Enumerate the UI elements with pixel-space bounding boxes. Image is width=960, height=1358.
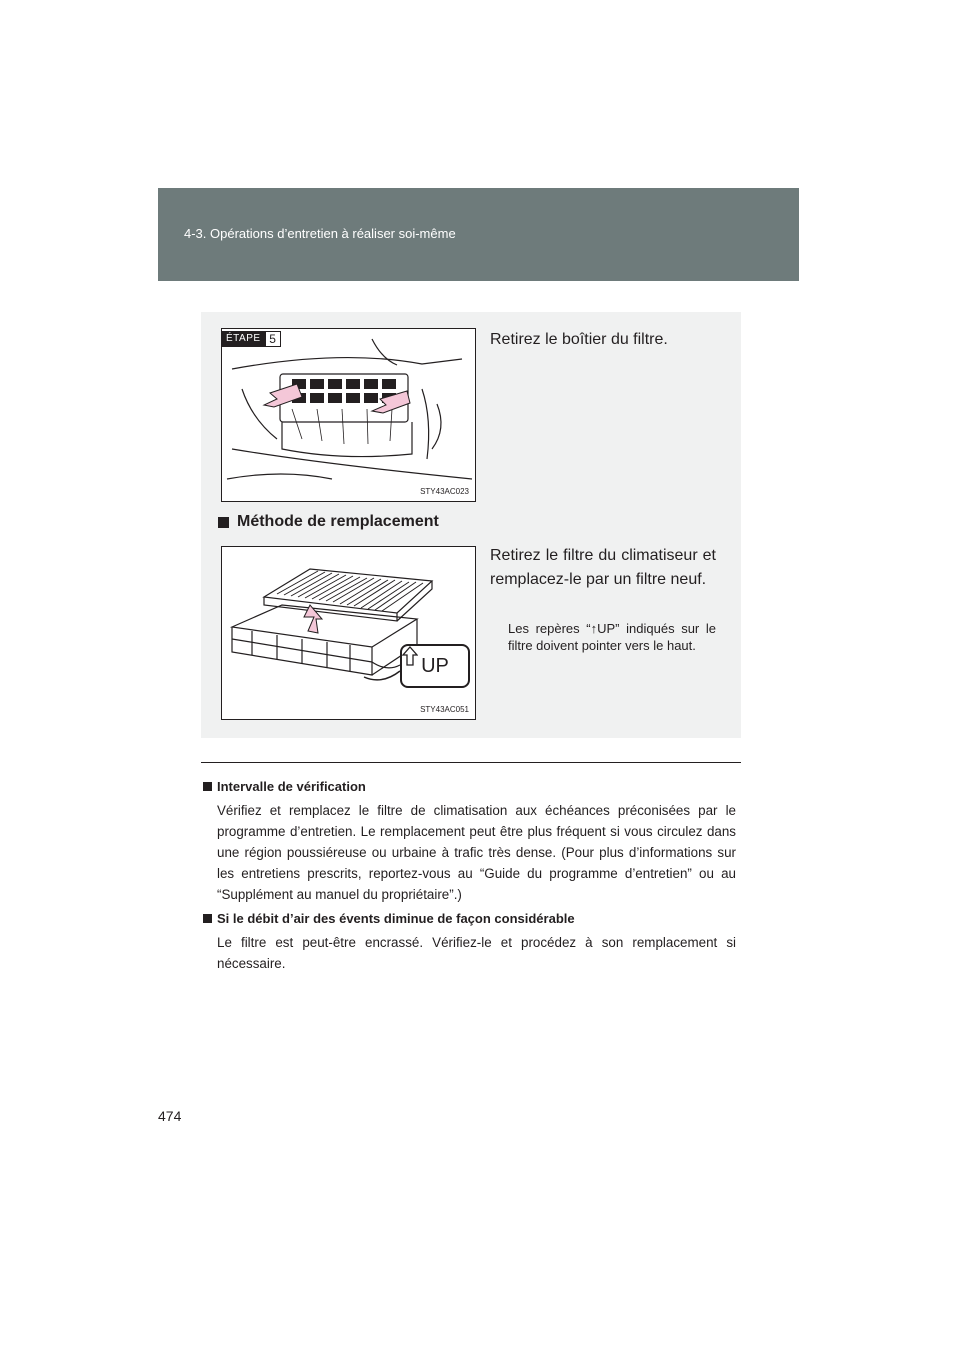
arrow-up-icon [402, 646, 418, 666]
note-heading-airflow [203, 911, 736, 926]
up-orientation-note: Les repères “↑UP” indiqués sur le filtre doivent pointer vers le haut. [508, 621, 716, 653]
page-number: 474 [158, 1108, 182, 1124]
up-marking-text: UP [421, 654, 449, 677]
figure-code: STY43AC023 [420, 487, 469, 496]
notes-section [203, 779, 736, 980]
section-title: Méthode de remplacement [237, 513, 439, 530]
divider [201, 762, 741, 763]
step-number: 5 [265, 331, 281, 347]
figure-new-filter [221, 546, 476, 720]
up-marking-callout [400, 644, 470, 688]
replace-instruction: Retirez le filtre du climatiseur et remplacez-le par un filtre neuf. [490, 547, 716, 588]
procedure-panel [201, 312, 741, 738]
note-body-inspection: Vérifiez et remplacez le filtre de climatisation aux échéances préconisées par le programme d’entretien. Le remplacement peut être plus fréquent si vous circulez dans une région poussiéreuse ou urbaine à trafic très dense. (Pour plus d’informations sur les entretiens prescrits, reportez-vous au “Guide du programme d’entretien” ou au “Supplément au manuel du propriétaire”.) [217, 803, 736, 902]
section-heading [218, 513, 439, 531]
figure-filter-case [221, 328, 476, 502]
step-label: ÉTAPE [222, 331, 265, 347]
new-filter-illustration [222, 547, 475, 719]
note-heading-inspection [203, 779, 736, 794]
figure-code: STY43AC051 [420, 705, 469, 714]
chapter-title: 4-3. Opérations d’entretien à réaliser soi-même [184, 226, 456, 241]
step5-instruction: Retirez le boîtier du filtre. [490, 331, 668, 348]
chapter-header [158, 188, 799, 281]
note-title: Si le débit d’air des évents diminue de façon considérable [217, 911, 575, 926]
step-badge [222, 331, 281, 347]
note-body-airflow: Le filtre est peut-être encrassé. Vérifiez-le et procédez à son remplacement si nécessaire. [217, 935, 736, 971]
note-title: Intervalle de vérification [217, 779, 366, 794]
square-bullet-icon [203, 782, 212, 791]
square-bullet-icon [218, 517, 229, 528]
square-bullet-icon [203, 914, 212, 923]
filter-case-illustration [222, 329, 475, 501]
